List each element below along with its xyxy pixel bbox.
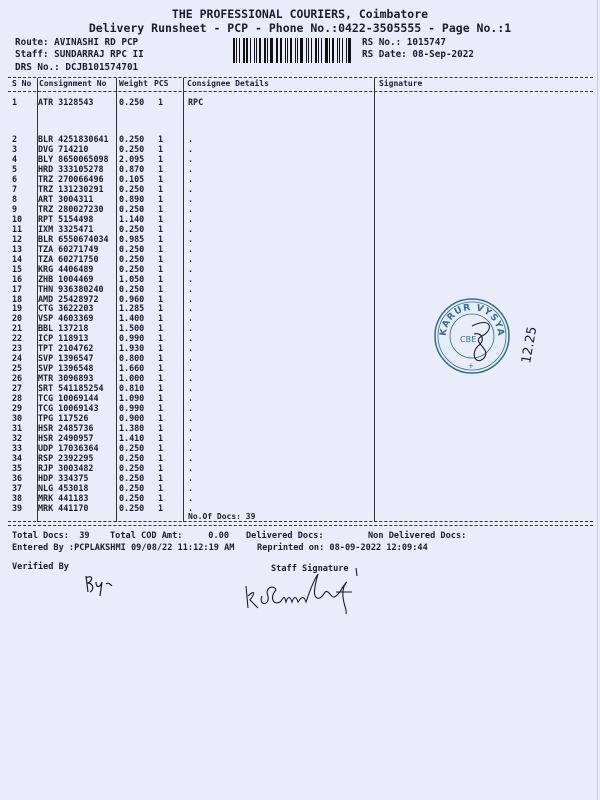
cell-details: . <box>188 413 194 424</box>
barcode-bar <box>300 38 303 63</box>
cell-details: . <box>188 193 194 204</box>
verifier-initials-icon <box>82 572 122 598</box>
cell-weight: 0.250 <box>119 203 145 214</box>
cell-consignment: THN 936380240 <box>38 283 104 294</box>
cell-details: . <box>188 482 194 493</box>
table-row <box>0 473 600 483</box>
table-row <box>0 274 600 284</box>
column-header-sno: S No <box>12 79 32 88</box>
cell-weight: 0.250 <box>119 134 145 144</box>
table-top-rule <box>8 77 593 78</box>
cell-pcs: 1 <box>158 463 164 473</box>
cell-sno: 6 <box>12 173 18 184</box>
table-bottom-rule <box>8 521 593 526</box>
cell-sno: 4 <box>12 153 18 164</box>
cell-details: . <box>188 173 194 184</box>
column-header-signature: Signature <box>379 79 423 88</box>
cell-details: . <box>188 423 194 434</box>
cell-sno: 15 <box>12 263 23 274</box>
cell-pcs: 1 <box>158 502 164 513</box>
cell-pcs: 1 <box>158 343 164 354</box>
cell-pcs: 1 <box>158 492 164 503</box>
table-row <box>0 224 600 234</box>
barcode-bar <box>236 38 237 63</box>
cell-sno: 24 <box>12 353 23 364</box>
cell-pcs: 1 <box>158 293 164 304</box>
cell-weight: 0.250 <box>119 243 145 254</box>
cell-pcs: 1 <box>158 213 164 224</box>
barcode-bar <box>308 38 309 63</box>
cell-consignment: VSP 4603369 <box>38 313 94 324</box>
table-row <box>0 154 600 164</box>
cell-details: . <box>188 403 194 414</box>
cell-pcs: 1 <box>158 353 164 364</box>
cell-details: . <box>188 343 194 354</box>
cell-sno: 14 <box>12 253 23 264</box>
cell-consignment: UDP 17036364 <box>38 443 99 454</box>
cell-weight: 0.870 <box>119 163 145 174</box>
table-row <box>0 214 600 224</box>
cell-pcs: 1 <box>158 433 164 444</box>
cell-weight: 0.250 <box>119 502 145 513</box>
cell-consignment: HSR 2490957 <box>38 433 94 444</box>
cell-consignment: TZA 60271750 <box>38 253 99 264</box>
cell-sno: 19 <box>12 303 23 314</box>
cell-details: . <box>188 183 194 194</box>
cell-pcs: 1 <box>158 423 164 434</box>
cell-consignment: SVP 1396548 <box>38 363 94 374</box>
table-row <box>0 383 600 393</box>
cell-weight: 1.000 <box>119 373 145 384</box>
barcode-bar <box>295 38 296 63</box>
table-row <box>0 433 600 443</box>
staff-label: Staff: SUNDARRAJ RPC II <box>15 49 144 60</box>
cell-sno: 20 <box>12 313 23 324</box>
table-row <box>0 413 600 423</box>
cell-weight: 0.810 <box>119 383 145 394</box>
verified-by-label: Verified By <box>12 562 69 572</box>
column-header-consignment: Consignment No <box>39 79 107 88</box>
cell-weight: 1.090 <box>119 393 145 404</box>
rs-date: RS Date: 08-Sep-2022 <box>362 49 474 60</box>
total-cod-amount: Total COD Amt: 0.00 <box>110 531 229 541</box>
staff-signature-icon <box>240 566 390 616</box>
barcode-bar <box>285 38 286 63</box>
handwritten-time: 12.25 <box>519 325 541 365</box>
cell-sno: 27 <box>12 383 23 394</box>
runsheet-subtitle: Delivery Runsheet - PCP - Phone No.:0422-3505555 - Page No.:1 <box>88 21 512 35</box>
barcode-bar <box>277 38 278 63</box>
stamp-ring-text: KARUR VYSYA <box>438 302 506 338</box>
barcode-bar <box>321 38 322 63</box>
reprinted-on: Reprinted on: 08-09-2022 12:09:44 <box>257 543 428 553</box>
cell-details: . <box>188 143 194 154</box>
cell-pcs: 1 <box>158 472 164 483</box>
barcode-bar <box>259 38 261 63</box>
cell-consignment: TRZ 270066496 <box>38 173 104 184</box>
cell-sno: 28 <box>12 393 23 404</box>
cell-sno: 37 <box>12 482 23 493</box>
cell-details: . <box>188 313 194 324</box>
cell-consignment: AMD 25428972 <box>38 293 99 304</box>
staff-signature-label: Staff Signature <box>271 564 349 574</box>
table-row <box>0 204 600 214</box>
barcode-bar <box>254 38 255 63</box>
cell-sno: 39 <box>12 502 23 513</box>
cell-details: . <box>188 253 194 264</box>
cell-pcs: 1 <box>158 143 164 154</box>
table-row <box>0 393 600 403</box>
cell-details: . <box>188 134 194 144</box>
cell-pcs: 1 <box>158 323 164 334</box>
cell-sno: 22 <box>12 333 23 344</box>
cell-pcs: 1 <box>158 153 164 164</box>
barcode-bar <box>348 38 351 63</box>
bank-stamp-icon <box>432 296 572 376</box>
cell-sno: 30 <box>12 413 23 424</box>
barcode-bar <box>346 38 347 63</box>
cell-details: . <box>188 243 194 254</box>
cell-pcs: 1 <box>158 134 164 144</box>
cell-sno: 5 <box>12 163 18 174</box>
cell-details: . <box>188 213 194 224</box>
delivered-docs: Delivered Docs: <box>246 531 324 541</box>
cell-consignment: MRK 441183 <box>38 492 89 503</box>
cell-details: . <box>188 283 194 294</box>
cell-pcs: 1 <box>158 413 164 424</box>
barcode-bar <box>337 38 339 63</box>
table-row <box>0 174 600 184</box>
cell-details: . <box>188 393 194 404</box>
cell-consignment: TRZ 280027230 <box>38 203 104 214</box>
cell-weight: 0.250 <box>119 443 145 454</box>
barcode-bar <box>332 38 334 63</box>
cell-details: . <box>188 353 194 364</box>
cell-consignment: BLY 8650065098 <box>38 153 109 164</box>
cell-pcs: 1 <box>158 373 164 384</box>
cell-weight: 1.400 <box>119 313 145 324</box>
cell-weight: 1.930 <box>119 343 145 354</box>
cell-sno: 31 <box>12 423 23 434</box>
cell-consignment: KRG 4406489 <box>38 263 94 274</box>
barcode-bar <box>250 38 251 63</box>
table-row <box>0 244 600 254</box>
barcode-bar <box>342 38 343 63</box>
table-row <box>0 443 600 453</box>
barcode-bar <box>290 38 292 63</box>
cell-weight: 0.250 <box>119 472 145 483</box>
cell-weight: 0.990 <box>119 333 145 344</box>
cell-sno: 11 <box>12 223 23 234</box>
cell-consignment: BLR 4251830641 <box>38 134 109 144</box>
cell-pcs: 1 <box>158 243 164 254</box>
cell-consignment: NLG 453018 <box>38 482 89 493</box>
barcode-bar <box>239 38 240 63</box>
cell-details: . <box>188 233 194 244</box>
cell-details: . <box>188 373 194 384</box>
cell-pcs: 1 <box>158 173 164 184</box>
cell-pcs: 1 <box>158 303 164 314</box>
cell-details: . <box>188 273 194 284</box>
cell-weight: 0.250 <box>119 482 145 493</box>
stamp-center-text: CBE <box>460 335 477 344</box>
cell-weight: 0.250 <box>119 223 145 234</box>
cell-sno: 8 <box>12 193 18 204</box>
table-row <box>0 453 600 463</box>
barcode-bar <box>318 38 319 63</box>
cell-sno: 36 <box>12 472 23 483</box>
table-row <box>0 463 600 473</box>
cell-sno: 12 <box>12 233 23 244</box>
table-row <box>0 234 600 244</box>
cell-pcs: 1 <box>158 97 164 107</box>
table-row <box>0 184 600 194</box>
barcode-bar <box>256 38 257 63</box>
barcode-bar <box>339 38 340 63</box>
cell-consignment: TPG 117526 <box>38 413 89 424</box>
cell-sno: 7 <box>12 183 18 194</box>
barcode-bar <box>264 38 266 63</box>
cell-pcs: 1 <box>158 253 164 264</box>
barcode-bar <box>297 38 298 63</box>
cell-consignment: DVG 714210 <box>38 143 89 154</box>
cell-sno: 9 <box>12 203 18 214</box>
barcode-bar <box>276 38 277 63</box>
cell-details: . <box>188 153 194 164</box>
cell-weight: 2.095 <box>119 153 145 164</box>
table-row <box>0 493 600 503</box>
cell-sno: 3 <box>12 143 18 154</box>
table-row <box>0 254 600 264</box>
cell-sno: 18 <box>12 293 23 304</box>
cell-sno: 16 <box>12 273 23 284</box>
cell-weight: 0.250 <box>119 463 145 473</box>
barcode-bar <box>267 38 268 63</box>
barcode-bar <box>246 38 249 63</box>
table-row <box>0 284 600 294</box>
cell-pcs: 1 <box>158 163 164 174</box>
cell-weight: 0.250 <box>119 283 145 294</box>
barcode-bar <box>325 38 328 63</box>
cell-weight: 1.050 <box>119 273 145 284</box>
table-row <box>0 134 600 144</box>
cell-weight: 0.250 <box>119 183 145 194</box>
cell-sno: 17 <box>12 283 23 294</box>
cell-consignment: MRK 441170 <box>38 502 89 513</box>
cell-consignment: SRT 541185254 <box>38 383 104 394</box>
table-row <box>0 144 600 154</box>
cell-consignment: TCG 10069143 <box>38 403 99 414</box>
cell-details: . <box>188 333 194 344</box>
cell-sno: 13 <box>12 243 23 254</box>
cell-weight: 1.410 <box>119 433 145 444</box>
cell-details: . <box>188 323 194 334</box>
cell-consignment: RSP 2392295 <box>38 453 94 464</box>
cell-consignment: ART 3004311 <box>38 193 94 204</box>
cell-details: . <box>188 163 194 174</box>
cell-consignment: HSR 2485736 <box>38 423 94 434</box>
cell-sno: 35 <box>12 463 23 473</box>
cell-pcs: 1 <box>158 443 164 454</box>
cell-details: RPC <box>188 97 204 107</box>
cell-weight: 0.800 <box>119 353 145 364</box>
column-header-weight: Weight <box>119 79 148 88</box>
cell-sno: 1 <box>12 97 18 107</box>
column-header-pcs: PCS <box>154 79 169 88</box>
cell-pcs: 1 <box>158 403 164 414</box>
barcode-bar <box>270 38 273 63</box>
non-delivered-docs: Non Delivered Docs: <box>368 531 467 541</box>
cell-weight: 0.250 <box>119 97 145 107</box>
cell-details: . <box>188 433 194 444</box>
barcode-bar <box>280 38 282 63</box>
cell-sno: 2 <box>12 134 18 144</box>
cell-consignment: RPT 5154498 <box>38 213 94 224</box>
cell-weight: 1.380 <box>119 423 145 434</box>
cell-pcs: 1 <box>158 193 164 204</box>
cell-consignment: TRZ 131230291 <box>38 183 104 194</box>
cell-weight: 0.900 <box>119 413 145 424</box>
cell-pcs: 1 <box>158 453 164 464</box>
cell-sno: 34 <box>12 453 23 464</box>
cell-weight: 0.105 <box>119 173 145 184</box>
cell-consignment: ATR 3128543 <box>38 97 94 107</box>
cell-weight: 1.285 <box>119 303 145 314</box>
cell-pcs: 1 <box>158 393 164 404</box>
cell-details: . <box>188 502 194 513</box>
table-row <box>0 503 600 513</box>
cell-consignment: CTG 3622203 <box>38 303 94 314</box>
cell-sno: 21 <box>12 323 23 334</box>
cell-pcs: 1 <box>158 363 164 374</box>
cell-details: . <box>188 472 194 483</box>
cell-details: . <box>188 263 194 274</box>
cell-details: . <box>188 453 194 464</box>
cell-pcs: 1 <box>158 283 164 294</box>
cell-consignment: HDP 334375 <box>38 472 89 483</box>
cell-details: . <box>188 463 194 473</box>
barcode-bar <box>329 38 330 63</box>
company-title: THE PROFESSIONAL COURIERS, Coimbatore <box>171 7 429 21</box>
cell-weight: 0.250 <box>119 263 145 274</box>
table-row <box>0 483 600 493</box>
cell-weight: 0.960 <box>119 293 145 304</box>
barcode-bar <box>311 38 312 63</box>
cell-pcs: 1 <box>158 482 164 493</box>
header-bottom-rule <box>8 91 593 92</box>
cell-pcs: 1 <box>158 313 164 324</box>
cell-consignment: SVP 1396547 <box>38 353 94 364</box>
column-header-details: Consignee Details <box>187 79 269 88</box>
total-docs: Total Docs: 39 <box>12 531 90 541</box>
cell-details: . <box>188 383 194 394</box>
svg-text:+: + <box>468 362 474 370</box>
table-row <box>0 164 600 174</box>
cell-pcs: 1 <box>158 223 164 234</box>
cell-weight: 0.250 <box>119 143 145 154</box>
cell-pcs: 1 <box>158 333 164 344</box>
cell-pcs: 1 <box>158 203 164 214</box>
cell-sno: 33 <box>12 443 23 454</box>
barcode-bar <box>315 38 317 63</box>
cell-pcs: 1 <box>158 383 164 394</box>
table-row <box>0 194 600 204</box>
cell-weight: 0.250 <box>119 492 145 503</box>
cell-consignment: ICP 118913 <box>38 333 89 344</box>
cell-sno: 10 <box>12 213 23 224</box>
cell-pcs: 1 <box>158 183 164 194</box>
entered-by: Entered By :PCPLAKSHMI 09/08/22 11:12:19 AM <box>12 543 235 553</box>
cell-weight: 1.660 <box>119 363 145 374</box>
cell-details: . <box>188 492 194 503</box>
table-row <box>0 423 600 433</box>
cell-details: . <box>188 363 194 374</box>
table-row <box>0 264 600 274</box>
cell-sno: 25 <box>12 363 23 374</box>
route-label: Route: AVINASHI RD PCP <box>15 37 139 48</box>
cell-sno: 26 <box>12 373 23 384</box>
table-row <box>0 97 600 107</box>
cell-consignment: HRD 333105278 <box>38 163 104 174</box>
table-row <box>0 403 600 413</box>
cell-weight: 0.890 <box>119 193 145 204</box>
cell-sno: 32 <box>12 433 23 444</box>
cell-details: . <box>188 303 194 314</box>
cell-details: . <box>188 293 194 304</box>
barcode-bar <box>287 38 288 63</box>
cell-weight: 0.250 <box>119 253 145 264</box>
cell-consignment: TCG 10069144 <box>38 393 99 404</box>
cell-consignment: MTR 3096893 <box>38 373 94 384</box>
cell-weight: 0.985 <box>119 233 145 244</box>
rs-number: RS No.: 1015747 <box>362 37 446 48</box>
cell-consignment: RJP 3003482 <box>38 463 94 473</box>
cell-sno: 23 <box>12 343 23 354</box>
cell-weight: 0.250 <box>119 453 145 464</box>
drs-number: DRS No.: DCJB101574701 <box>15 62 139 73</box>
barcode-bar <box>306 38 308 63</box>
no-of-docs: No.Of Docs: 39 <box>188 512 256 521</box>
cell-consignment: TPT 2104762 <box>38 343 94 354</box>
cell-weight: 0.990 <box>119 403 145 414</box>
cell-consignment: ZHB 1004469 <box>38 273 94 284</box>
cell-pcs: 1 <box>158 273 164 284</box>
cell-details: . <box>188 223 194 234</box>
cell-pcs: 1 <box>158 263 164 274</box>
cell-consignment: BBL 137218 <box>38 323 89 334</box>
barcode-bar <box>233 38 235 63</box>
cell-pcs: 1 <box>158 233 164 244</box>
cell-details: . <box>188 203 194 214</box>
barcode-bar <box>243 38 245 63</box>
cell-sno: 38 <box>12 492 23 503</box>
cell-consignment: BLR 6550674034 <box>38 233 109 244</box>
cell-consignment: TZA 60271749 <box>38 243 99 254</box>
cell-consignment: IXM 3325471 <box>38 223 94 234</box>
cell-weight: 1.500 <box>119 323 145 334</box>
cell-sno: 29 <box>12 403 23 414</box>
cell-details: . <box>188 443 194 454</box>
cell-weight: 1.140 <box>119 213 145 224</box>
barcode-icon <box>233 38 353 63</box>
